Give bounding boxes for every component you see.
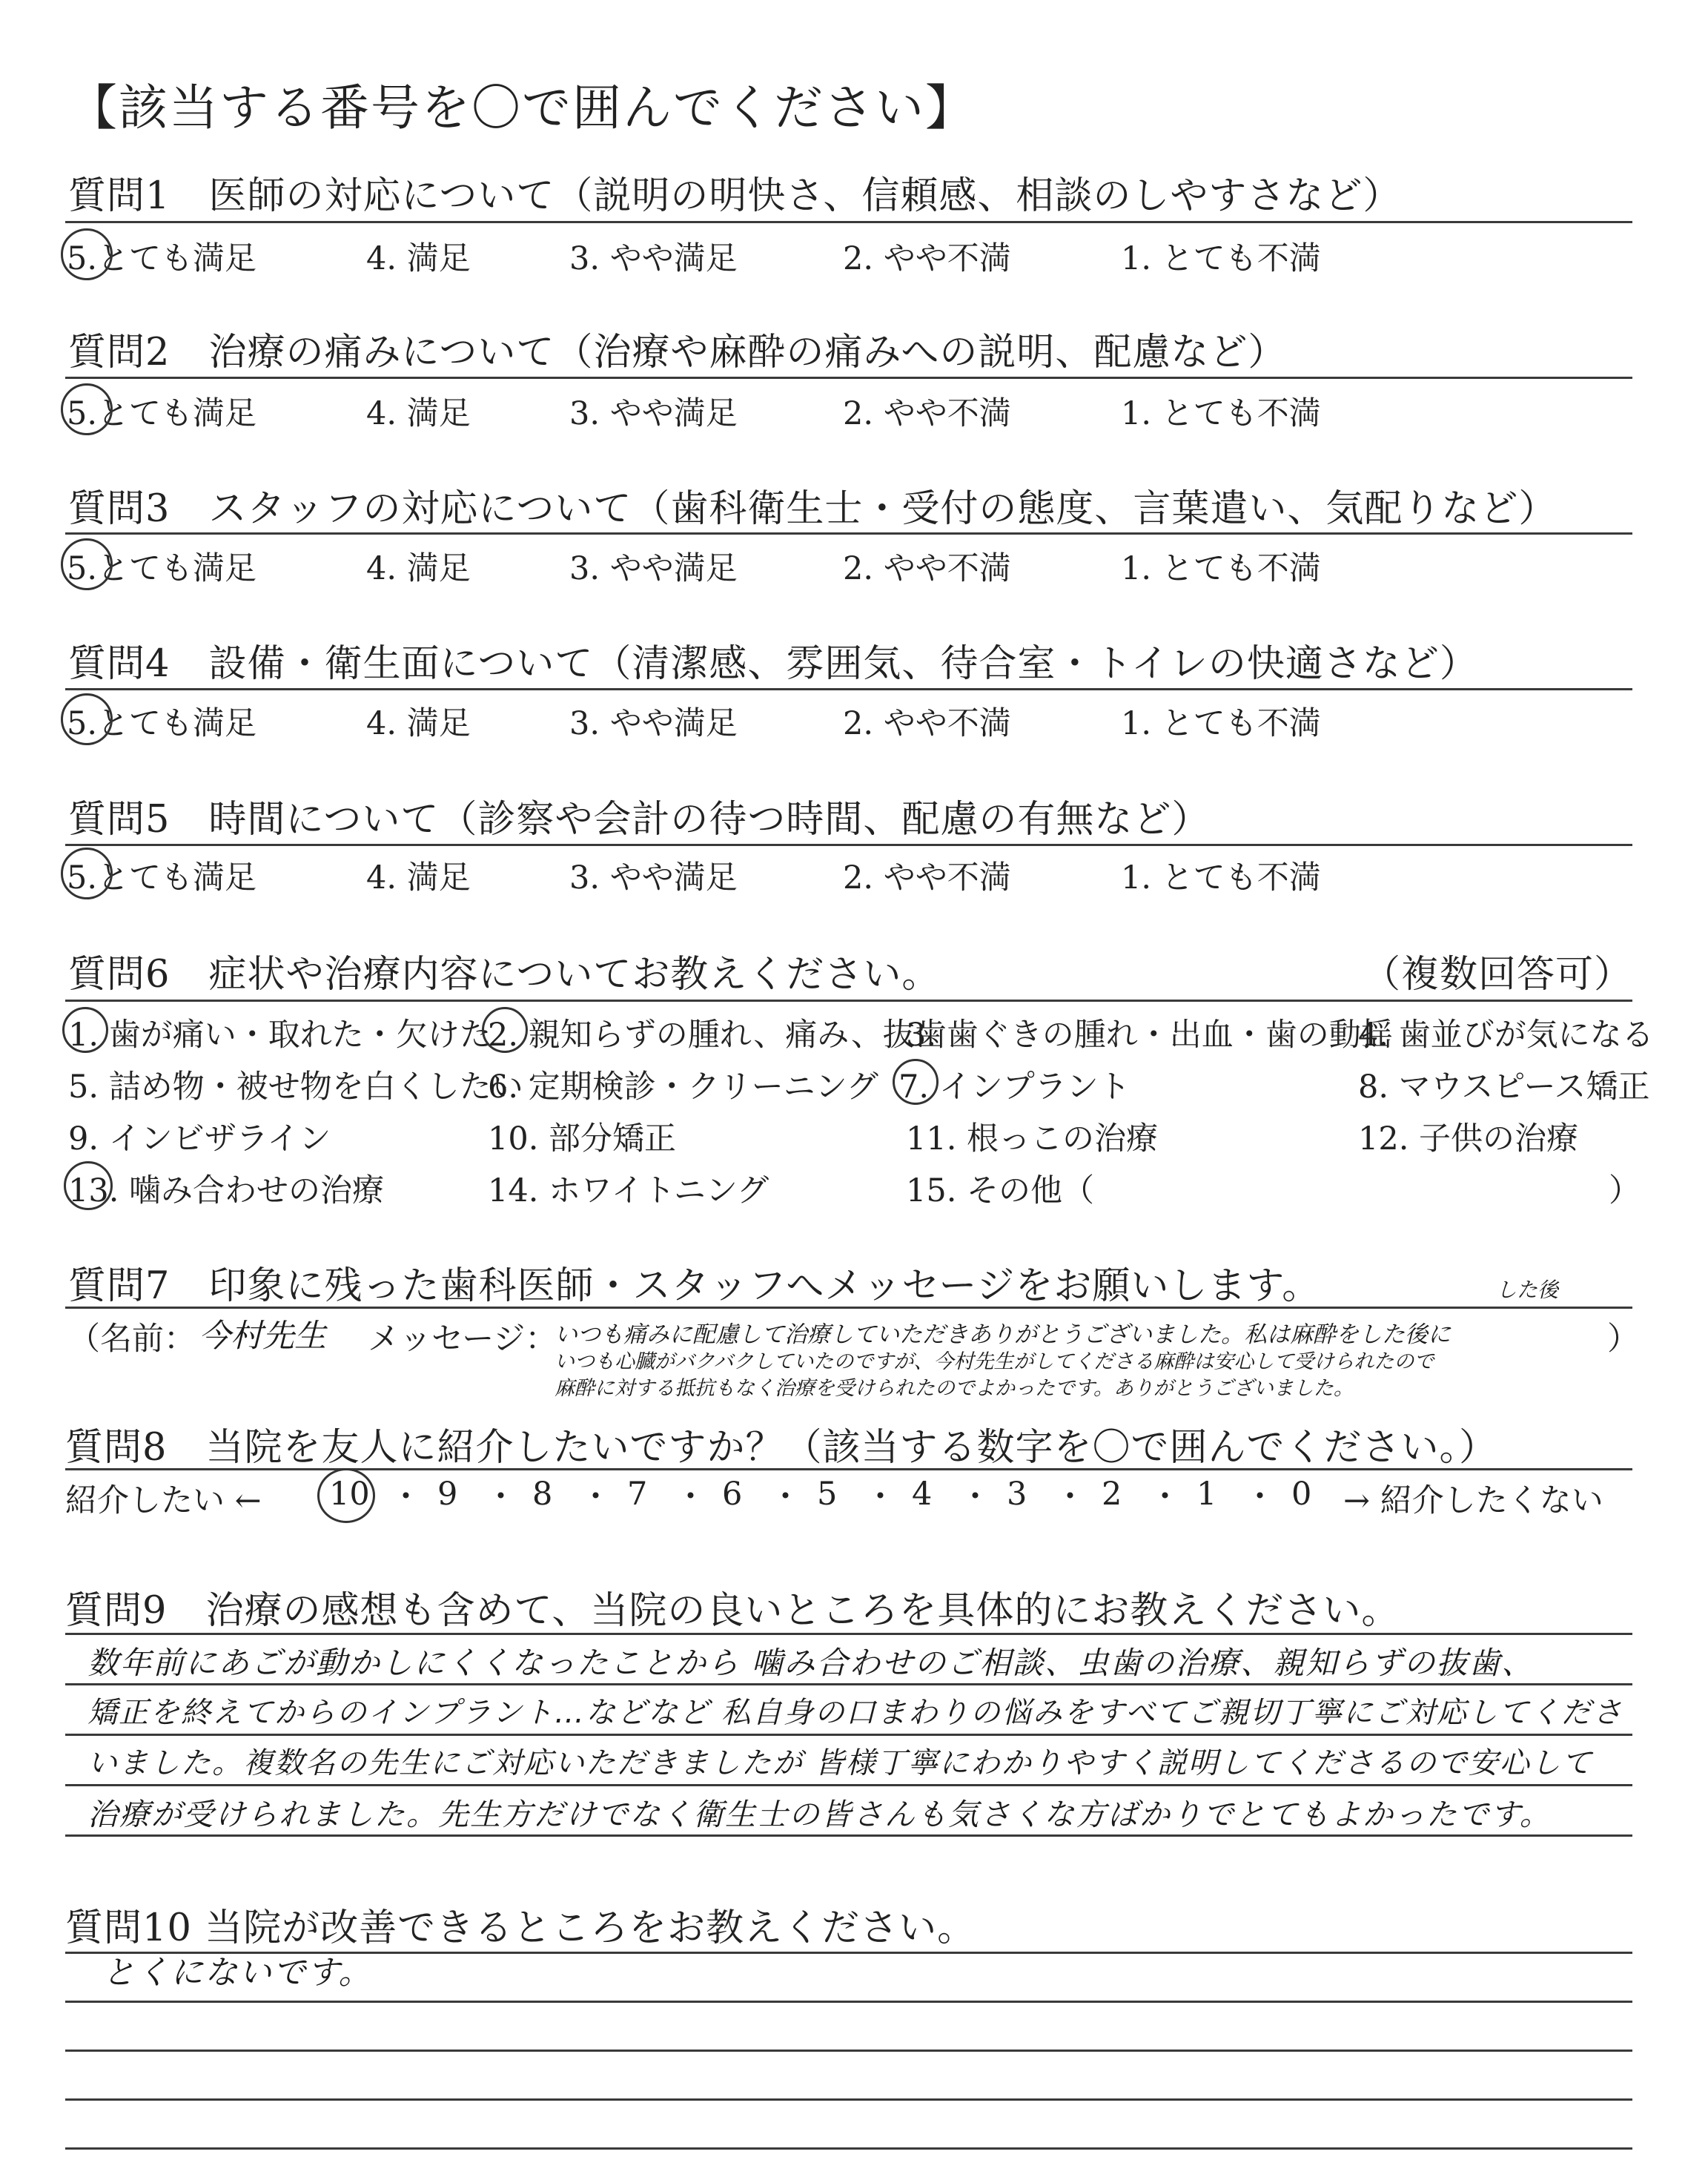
q5-option-3[interactable]: 3. やや満足 <box>569 859 738 896</box>
q1-option-3[interactable]: 3. やや満足 <box>569 240 738 277</box>
q4-option-1[interactable]: 1. とても不満 <box>1121 705 1321 742</box>
divider <box>65 532 1632 535</box>
scale-5[interactable]: 5 <box>817 1476 838 1513</box>
recommend-left-label: 紹介したい ← <box>65 1482 262 1519</box>
q5-option-4[interactable]: 4. 満足 <box>366 859 471 896</box>
q6-option-1[interactable]: 1. 歯が痛い・取れた・欠けた <box>68 1017 491 1054</box>
q9-answer-line-2[interactable]: 矯正を終えてからのインプラント…などなど 私自身の口まわりの悩みをすべてご親切丁寧にご対応してくださ <box>87 1696 1623 1730</box>
scale-2[interactable]: 2 <box>1102 1476 1122 1513</box>
scale-7[interactable]: 7 <box>627 1476 648 1513</box>
q6-option-15[interactable]: 15. その他（ <box>906 1172 1095 1209</box>
q6-other-close-paren: ） <box>1609 1172 1641 1209</box>
question-2-label: 質問2 治療の痛みについて（治療や麻酔の痛みへの説明、配慮など） <box>68 331 1287 374</box>
scale-10[interactable]: 10 <box>329 1476 370 1513</box>
q5-option-5[interactable]: 5.とても満足 <box>67 859 257 896</box>
divider <box>65 1468 1632 1470</box>
selection-circle <box>317 1468 375 1523</box>
q9-answer-line-3[interactable]: いました。複数名の先生にご対応いただきましたが 皆様丁寧にわかりやすく説明してくださるので安心して <box>87 1746 1593 1780</box>
divider <box>65 221 1632 223</box>
q9-answer-line-4[interactable]: 治療が受けられました。先生方だけでなく衛生士の皆さんも気さくな方ばかりでとてもよかったです。 <box>87 1797 1552 1832</box>
selection-circle <box>61 383 113 435</box>
scale-dot: ・ <box>1149 1479 1181 1516</box>
scale-4[interactable]: 4 <box>912 1476 933 1513</box>
q4-option-3[interactable]: 3. やや満足 <box>569 705 738 742</box>
question-3-label: 質問3 スタッフの対応について（歯科衛生士・受付の態度、言葉遣い、気配りなど） <box>68 487 1558 531</box>
scale-dot: ・ <box>959 1479 991 1516</box>
q6-option-7[interactable]: 7. インプラント <box>898 1069 1131 1106</box>
scale-9[interactable]: 9 <box>437 1476 458 1513</box>
q1-option-5[interactable]: 5.とても満足 <box>67 240 257 277</box>
answer-line <box>65 2001 1632 2003</box>
selection-circle <box>61 228 113 280</box>
q2-option-3[interactable]: 3. やや満足 <box>569 395 738 432</box>
selection-circle <box>64 1161 113 1210</box>
message-insert-note: した後 <box>1496 1278 1559 1302</box>
selection-circle <box>61 538 113 590</box>
answer-line <box>65 2098 1632 2101</box>
answer-line <box>65 1734 1632 1736</box>
q3-option-2[interactable]: 2. やや不満 <box>843 550 1011 587</box>
divider <box>65 688 1632 690</box>
q2-option-2[interactable]: 2. やや不満 <box>843 395 1011 432</box>
selection-circle <box>61 848 113 899</box>
answer-line <box>65 2147 1632 2150</box>
q10-answer[interactable]: とくにないです。 <box>102 1954 373 1992</box>
q4-option-2[interactable]: 2. やや不満 <box>843 705 1011 742</box>
q3-option-3[interactable]: 3. やや満足 <box>569 550 738 587</box>
q5-option-1[interactable]: 1. とても不満 <box>1121 859 1321 896</box>
recommend-right-label: → 紹介したくない <box>1343 1482 1603 1519</box>
q2-option-5[interactable]: 5.とても満足 <box>67 395 257 432</box>
q6-option-3[interactable]: 3. 歯ぐきの腫れ・出血・歯の動揺 <box>906 1017 1393 1054</box>
scale-1[interactable]: 1 <box>1196 1476 1217 1513</box>
message-label: メッセージ： <box>368 1321 557 1358</box>
scale-dot: ・ <box>1244 1479 1276 1516</box>
q4-option-4[interactable]: 4. 満足 <box>366 705 471 742</box>
divider <box>65 1000 1632 1002</box>
q6-option-6[interactable]: 6. 定期検診・クリーニング <box>488 1069 878 1106</box>
scale-dot: ・ <box>769 1479 801 1516</box>
scale-6[interactable]: 6 <box>722 1476 743 1513</box>
scale-dot: ・ <box>675 1479 706 1516</box>
question-1-label: 質問1 医師の対応について（説明の明快さ、信頼感、相談のしやすさなど） <box>68 174 1402 218</box>
q3-option-4[interactable]: 4. 満足 <box>366 550 471 587</box>
q6-option-2[interactable]: 2. 親知らずの腫れ、痛み、抜歯 <box>488 1017 947 1054</box>
scale-dot: ・ <box>1054 1479 1086 1516</box>
question-4-label: 質問4 設備・衛生面について（清潔感、雰囲気、待合室・トイレの快適さなど） <box>68 642 1478 686</box>
q2-option-4[interactable]: 4. 満足 <box>366 395 471 432</box>
answer-line <box>65 2050 1632 2052</box>
answer-line <box>65 1633 1632 1635</box>
name-value[interactable]: 今村先生 <box>199 1318 326 1355</box>
q6-option-14[interactable]: 14. ホワイトニング <box>488 1172 769 1209</box>
question-10-label: 質問10 当院が改善できるところをお教えください。 <box>65 1906 976 1950</box>
scale-3[interactable]: 3 <box>1007 1476 1027 1513</box>
scale-8[interactable]: 8 <box>532 1476 553 1513</box>
q1-option-2[interactable]: 2. やや不満 <box>843 240 1011 277</box>
message-line-2[interactable]: いつも心臓がバクバクしていたのですが、今村先生がしてくださる麻酔は安心して受けられたので <box>555 1350 1434 1373</box>
question-5-label: 質問5 時間について（診察や会計の待つ時間、配慮の有無など） <box>68 798 1211 842</box>
q6-option-12[interactable]: 12. 子供の治療 <box>1358 1120 1579 1157</box>
q2-option-1[interactable]: 1. とても不満 <box>1121 395 1321 432</box>
q6-option-5[interactable]: 5. 詰め物・被せ物を白くしたい <box>68 1069 523 1106</box>
message-close-paren: ） <box>1607 1321 1639 1358</box>
answer-line <box>65 1683 1632 1685</box>
page-title: 【該当する番号を〇で囲んでください】 <box>68 79 976 136</box>
q6-option-4[interactable]: 4. 歯並びが気になる <box>1358 1017 1654 1054</box>
question-8-label: 質問8 当院を友人に紹介したいですか？（該当する数字を〇で囲んでください。） <box>65 1426 1497 1470</box>
question-9-label: 質問9 治療の感想も含めて、当院の良いところを具体的にお教えください。 <box>65 1589 1400 1633</box>
q6-option-8[interactable]: 8. マウスピース矯正 <box>1358 1069 1650 1106</box>
scale-dot: ・ <box>390 1479 422 1516</box>
message-line-1[interactable]: いつも痛みに配慮して治療していただきありがとうございました。私は麻酔をした後に <box>555 1321 1451 1348</box>
answer-line <box>65 1784 1632 1786</box>
q3-option-1[interactable]: 1. とても不満 <box>1121 550 1321 587</box>
answer-line <box>65 1834 1632 1837</box>
question-6-label: 質問6 症状や治療内容についてお教えください。 <box>68 953 941 997</box>
name-label: （名前： <box>68 1321 196 1358</box>
scale-dot: ・ <box>864 1479 896 1516</box>
scale-0[interactable]: 0 <box>1291 1476 1312 1513</box>
scale-dot: ・ <box>580 1479 612 1516</box>
q6-option-9[interactable]: 9. インビザライン <box>68 1120 331 1157</box>
q1-option-1[interactable]: 1. とても不満 <box>1121 240 1321 277</box>
selection-circle <box>61 693 113 745</box>
q6-option-10[interactable]: 10. 部分矯正 <box>488 1120 677 1157</box>
q5-option-2[interactable]: 2. やや不満 <box>843 859 1011 896</box>
divider <box>65 844 1632 846</box>
q6-option-11[interactable]: 11. 根っこの治療 <box>906 1120 1159 1157</box>
scale-dot: ・ <box>485 1479 517 1516</box>
divider <box>65 377 1632 379</box>
question-7-label: 質問7 印象に残った歯科医師・スタッフへメッセージをお願いします。 <box>68 1264 1321 1308</box>
q1-option-4[interactable]: 4. 満足 <box>366 240 471 277</box>
selection-circle <box>482 1007 528 1053</box>
divider <box>65 1307 1632 1309</box>
selection-circle <box>893 1059 939 1105</box>
q4-option-5[interactable]: 5.とても満足 <box>67 705 257 742</box>
q9-answer-line-1[interactable]: 数年前にあごが動かしにくくなったことから 噛み合わせのご相談、虫歯の治療、親知らずの抜歯、 <box>87 1645 1535 1681</box>
multi-answer-note: （複数回答可） <box>1363 953 1633 997</box>
q3-option-5[interactable]: 5.とても満足 <box>67 550 257 587</box>
q6-option-13[interactable]: 13. 噛み合わせの治療 <box>68 1172 385 1209</box>
selection-circle <box>62 1007 108 1053</box>
message-line-3[interactable]: 麻酔に対する抵抗もなく治療を受けられたのでよかったです。ありがとうございました。 <box>555 1377 1354 1400</box>
